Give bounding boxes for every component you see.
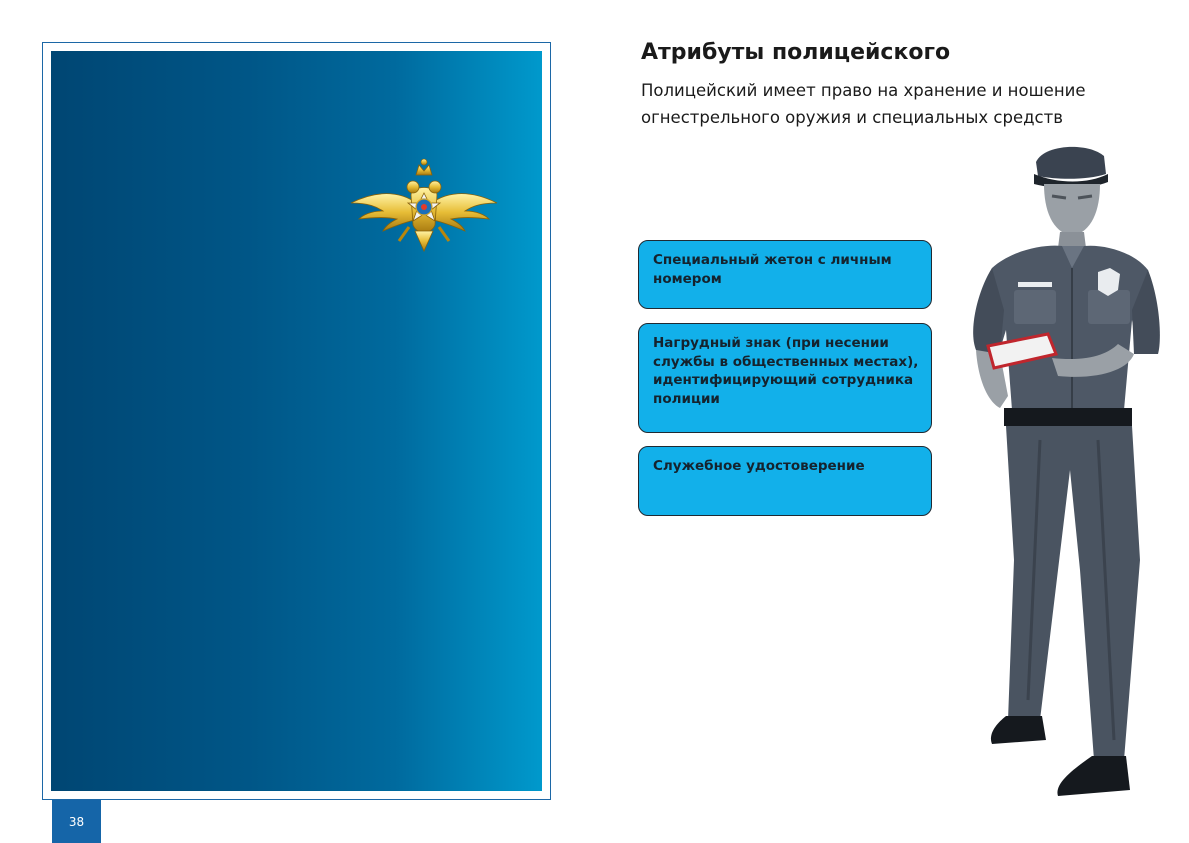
police-officer-illustration-icon — [948, 140, 1170, 816]
info-box-line: службы в общественных местах), — [653, 353, 919, 370]
page-number-badge — [52, 800, 101, 843]
cover-panel — [51, 51, 542, 791]
page-subtitle — [641, 77, 1141, 131]
info-box-line: Специальный жетон с личным — [653, 252, 892, 268]
info-box-service-id — [638, 446, 932, 516]
info-box-line: идентифицирующий сотрудника — [653, 372, 914, 388]
info-box-chest-badge — [638, 323, 932, 433]
subtitle-line: огнестрельного оружия и специальных средств — [641, 108, 1063, 127]
info-box-line: номером — [653, 270, 722, 287]
page-title: Атрибуты полицейского — [641, 40, 951, 65]
info-box-line: полиции — [653, 390, 720, 407]
page-number: 38 — [68, 814, 85, 829]
mvd-double-headed-eagle-emblem-icon — [349, 155, 499, 259]
subtitle-line: Полицейский имеет право на хранение и ношение — [641, 81, 1086, 100]
info-box-line: Нагрудный знак (при несении — [653, 335, 889, 351]
info-box-line: Служебное удостоверение — [653, 458, 865, 474]
info-box-badge-token — [638, 240, 932, 309]
cover-frame — [42, 42, 551, 800]
